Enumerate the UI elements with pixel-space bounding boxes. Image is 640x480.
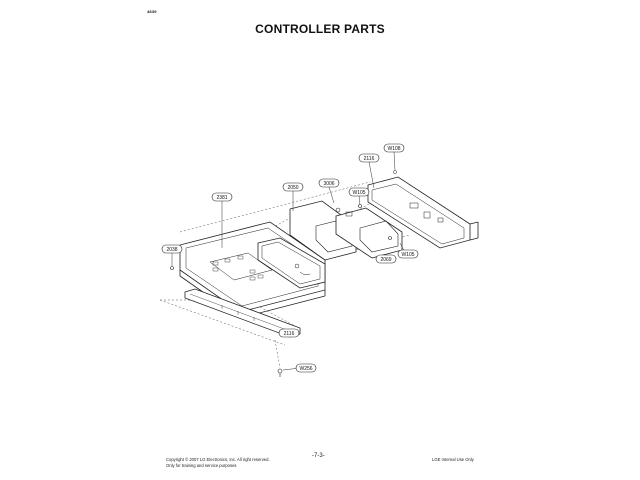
callout-w108	[384, 144, 404, 152]
callout-w105-top	[349, 188, 369, 196]
callout-w256	[296, 364, 316, 372]
svg-text:2381: 2381	[216, 195, 228, 201]
svg-text:W256: W256	[299, 366, 313, 372]
svg-text:W108: W108	[387, 146, 401, 152]
svg-text:2116: 2116	[283, 331, 295, 337]
footer-copyright-block	[166, 457, 270, 468]
callout-2038	[162, 245, 182, 253]
callout-2116-bottom	[279, 329, 299, 337]
svg-text:2050: 2050	[287, 185, 299, 191]
callout-2116-top	[359, 154, 379, 162]
callout-2069	[376, 255, 396, 263]
callout-3006	[319, 179, 339, 187]
callout-2050	[283, 183, 303, 191]
svg-text:W105: W105	[352, 190, 366, 196]
svg-text:3006: 3006	[323, 181, 335, 187]
svg-text:W105: W105	[401, 252, 415, 258]
svg-text:2116: 2116	[363, 156, 375, 162]
copyright-text: Copyright © 2007 LG Electronics, Inc. All right reserved.	[166, 457, 270, 462]
callout-w105-bottom	[398, 250, 418, 258]
svg-text:2069: 2069	[380, 257, 392, 263]
svg-text:2038: 2038	[166, 247, 178, 253]
callout-2381	[212, 193, 232, 201]
training-notice: Only for training and service purposes	[166, 462, 237, 468]
page-title: CONTROLLER PARTS	[255, 22, 385, 36]
internal-use-notice: LGE Internal Use Only	[432, 457, 474, 462]
page-number: -7-3-	[312, 453, 325, 459]
model-number: 4839	[147, 9, 157, 14]
